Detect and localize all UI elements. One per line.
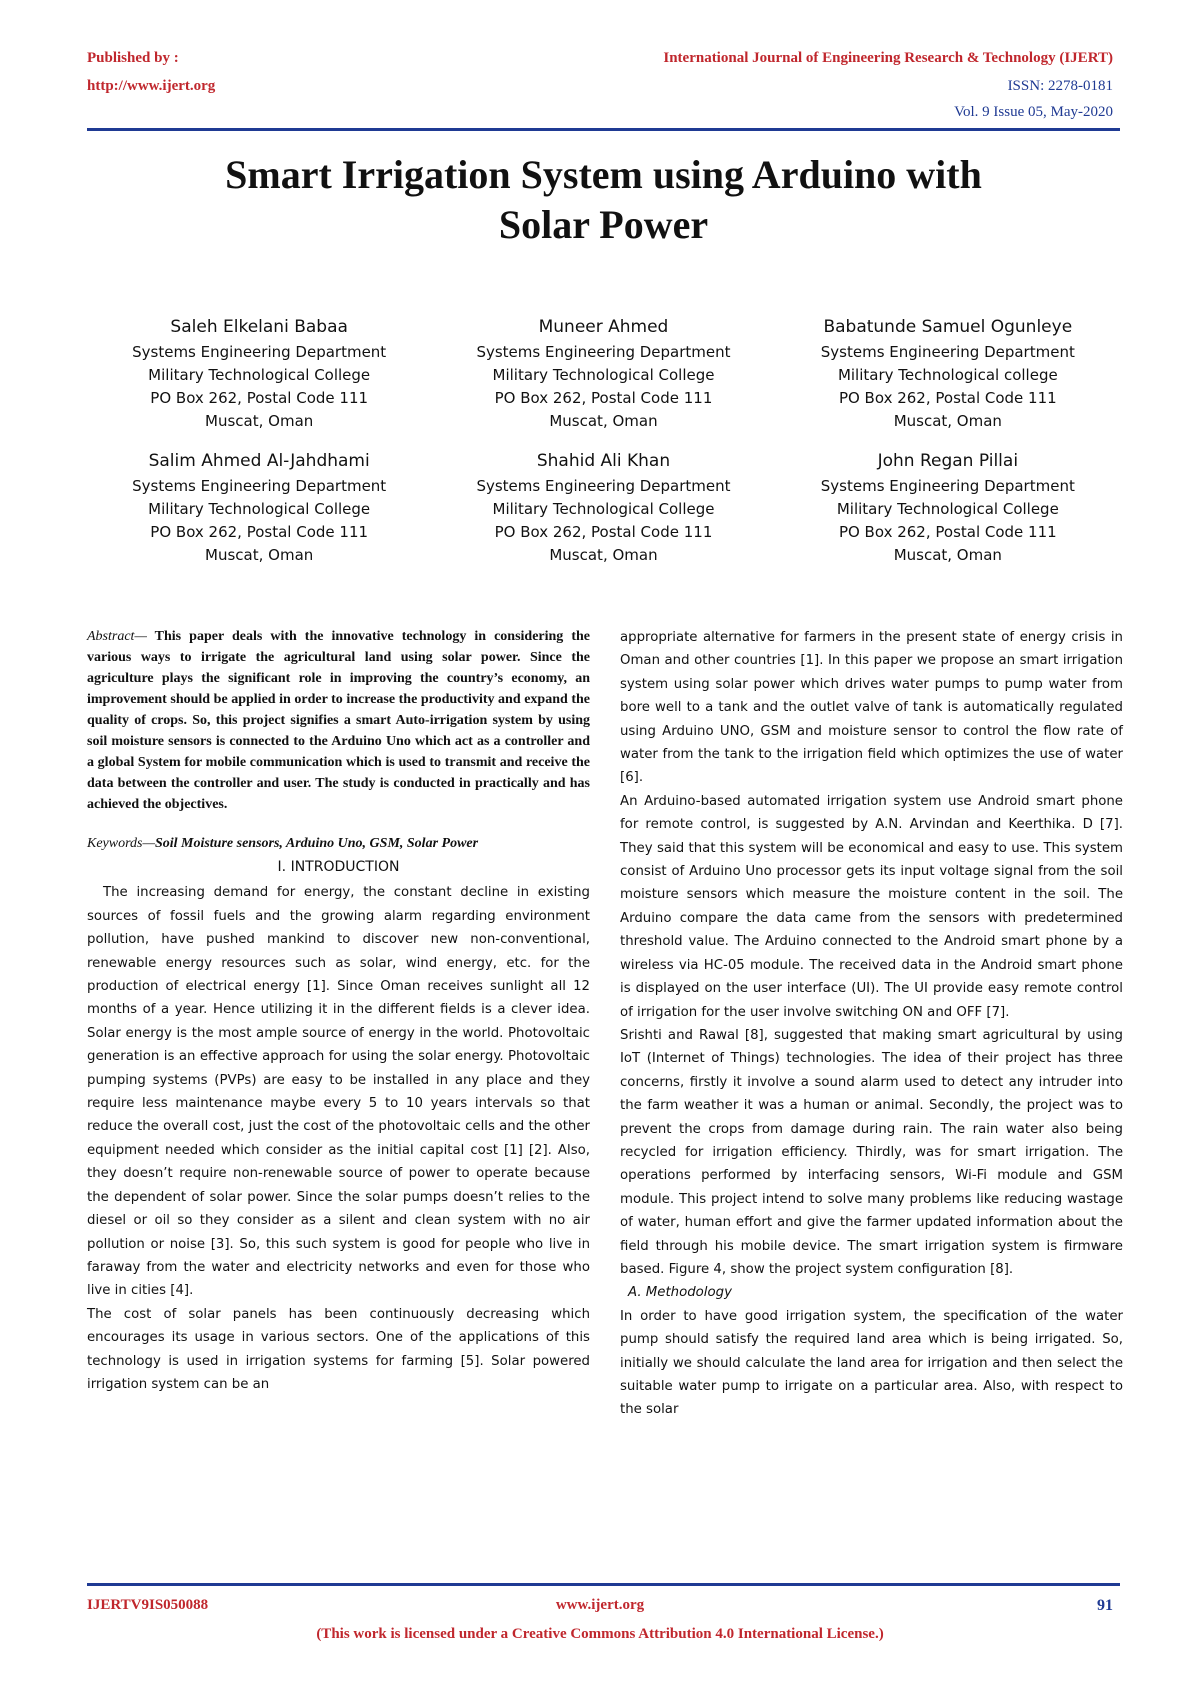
- author-block: [431, 313, 775, 433]
- right-paragraph-2: An Arduino-based automated irrigation system use Android smart phone for remote control, is suggested by A.N. Arvindan and Keerthika. D [7]. They said that this system will be economical and easy to use. This system consist of Arduino Uno processor gets its input voltage signal from the soil moisture sensors which measure the moisture content in the soil. The Arduino compare the data came from the sensors with predetermined threshold value. The Arduino connected to the Android smart phone by a wireless via HC-05 module. The received data in the Android smart phone is displayed on the user interface (UI). The UI provide easy remote control of irrigation for the user involve switching ON and OFF [7].: [620, 793, 1123, 1020]
- page-number: 91: [1097, 1597, 1113, 1614]
- volume-issue: Vol. 9 Issue 05, May-2020: [954, 104, 1113, 120]
- abstract-text: This paper deals with the innovative technology in considering the various ways to irrigate the agricultural land using solar power. Since the agriculture plays the significant role in improving the country’s economy, an improvement should be applied in order to increase the productivity and expand the quality of crops. So, this project signifies a smart Auto-irrigation system by using soil moisture sensors is connected to the Arduino Uno which act as a controller and a global System for mobile communication which is used to transmit and receive the data between the controller and user. The study is conducted in practically and has achieved the objectives.: [87, 629, 590, 812]
- author-dept: Systems Engineering Department: [132, 477, 387, 495]
- right-column: [620, 626, 1123, 1422]
- page-title: [87, 150, 1120, 250]
- author-name: Shahid Ali Khan: [536, 451, 671, 471]
- author-city: Muscat, Oman: [549, 412, 658, 430]
- right-paragraph-1: appropriate alternative for farmers in the present state of energy crisis in Oman and other countries [1]. In this paper we propose an smart irrigation system using solar power which drives water pumps to pump water from bore well to a tank and the outlet valve of tank is automatically regulated using Arduino UNO, GSM and moisture sensor to control the flow rate of water from the tank to the irrigation field which optimizes the use of water [6].: [620, 630, 1123, 786]
- author-dept: Systems Engineering Department: [132, 343, 387, 361]
- author-block: [87, 447, 431, 567]
- section-heading-introduction: I. INTRODUCTION: [277, 859, 400, 875]
- author-address: PO Box 262, Postal Code 111: [494, 389, 713, 407]
- header-rule: [87, 128, 1120, 131]
- author-college: Military Technological College: [836, 500, 1059, 518]
- author-college: Military Technological College: [148, 366, 371, 384]
- authors-block: [87, 313, 1120, 581]
- author-address: PO Box 262, Postal Code 111: [150, 523, 369, 541]
- author-block: [776, 447, 1120, 567]
- keywords-label: Keywords—: [87, 836, 155, 851]
- published-by: Published by :: [87, 50, 179, 66]
- author-city: Muscat, Oman: [205, 546, 314, 564]
- author-name: Salim Ahmed Al-Jahdhami: [148, 451, 370, 471]
- author-city: Muscat, Oman: [893, 412, 1002, 430]
- author-block: [431, 447, 775, 567]
- abstract: [87, 626, 590, 815]
- license-note: (This work is licensed under a Creative Commons Attribution 4.0 International License.): [316, 1626, 884, 1642]
- journal-url-link[interactable]: http://www.ijert.org: [87, 78, 216, 94]
- journal-name: International Journal of Engineering Research & Technology (IJERT): [663, 50, 1113, 66]
- author-name: Muneer Ahmed: [538, 317, 669, 337]
- footer-site-link[interactable]: www.ijert.org: [555, 1597, 645, 1613]
- title-line-2: Solar Power: [498, 202, 709, 247]
- right-paragraph-4: In order to have good irrigation system, the specification of the water pump should satisfy the required land area which is being irrigated. So, initially we should calculate the land area for irrigation and then select the suitable water pump to irrigate on a particular area. Also, with respect to the solar: [620, 1308, 1123, 1418]
- author-address: PO Box 262, Postal Code 111: [150, 389, 369, 407]
- author-block: [776, 313, 1120, 433]
- author-city: Muscat, Oman: [205, 412, 314, 430]
- author-block: [87, 313, 431, 433]
- author-name: John Regan Pillai: [877, 451, 1019, 471]
- right-paragraph-3: Srishti and Rawal [8], suggested that making smart agricultural by using IoT (Internet of Things) technologies. The idea of their project has three concerns, firstly it involve a sound alarm used to detect any intruder into the farm weather it was a human or animal. Secondly, the project was to prevent the crops from damage during rain. The rain water also being recycled for irrigation efficiency. Thirdly, was for smart irrigation. The operations performed by interfacing sensors, Wi-Fi module and GSM module. This project intend to solve many problems like reducing wastage of water, human effort and give the farmer updated information about the field through his mobile device. The smart irrigation system is firmware based. Figure 4, show the project system configuration [8].: [620, 1027, 1123, 1277]
- intro-paragraph-1: The increasing demand for energy, the constant decline in existing sources of fossil fuels and the growing alarm regarding environment pollution, have pushed mankind to discover new non-conventional, renewable energy resources such as solar, wind energy, etc. for the production of electrical energy [1]. Since Oman receives sunlight all 12 months of a year. Hence utilizing it in the different fields is a clever idea. Solar energy is the most ample source of energy in the world. Photovoltaic generation is an effective approach for using the solar energy. Photovoltaic pumping systems (PVPs) are easy to be installed in any place and they require less maintenance maybe every 5 to 10 years intervals so that reduce the overall cost, just the cost of the photovoltaic cells and the other equipment needed which consider as the initial capital cost [1] [2]. Also, they doesn’t require non-renewable source of power to operate because the dependent of solar power. Since the solar pumps doesn’t relies to the diesel or oil so they consider as a silent and clean system with no air pollution or noise [3]. So, this such system is good for people who live in faraway from the water and electricity networks and even for those who live in cities [4].: [87, 885, 590, 1299]
- author-dept: Systems Engineering Department: [820, 477, 1075, 495]
- author-city: Muscat, Oman: [893, 546, 1002, 564]
- author-city: Muscat, Oman: [549, 546, 658, 564]
- author-address: PO Box 262, Postal Code 111: [838, 389, 1057, 407]
- author-address: PO Box 262, Postal Code 111: [494, 523, 713, 541]
- abstract-label: Abstract—: [87, 629, 147, 644]
- authors-row-2: [87, 447, 1120, 567]
- author-college: Military Technological college: [837, 366, 1058, 384]
- author-name: Saleh Elkelani Babaa: [170, 317, 348, 337]
- title-line-1: Smart Irrigation System using Arduino with: [225, 152, 982, 197]
- author-college: Military Technological College: [148, 500, 371, 518]
- keywords: [87, 833, 590, 854]
- author-dept: Systems Engineering Department: [820, 343, 1075, 361]
- left-column: [87, 626, 590, 1396]
- issn: ISSN: 2278-0181: [1007, 78, 1113, 94]
- authors-row-1: [87, 313, 1120, 433]
- keywords-text: Soil Moisture sensors, Arduino Uno, GSM, Solar Power: [154, 836, 479, 851]
- author-dept: Systems Engineering Department: [476, 343, 731, 361]
- footer-rule: [87, 1583, 1120, 1586]
- author-name: Babatunde Samuel Ogunleye: [823, 317, 1073, 337]
- author-dept: Systems Engineering Department: [476, 477, 731, 495]
- author-college: Military Technological College: [492, 366, 715, 384]
- subsection-heading-methodology: A. Methodology: [628, 1285, 732, 1301]
- author-address: PO Box 262, Postal Code 111: [838, 523, 1057, 541]
- intro-paragraph-2: The cost of solar panels has been continuously decreasing which encourages its usage in various sectors. One of the applications of this technology is used in irrigation systems for farming [5]. Solar powered irrigation system can be an: [87, 1306, 590, 1392]
- paper-id: IJERTV9IS050088: [87, 1597, 209, 1613]
- author-college: Military Technological College: [492, 500, 715, 518]
